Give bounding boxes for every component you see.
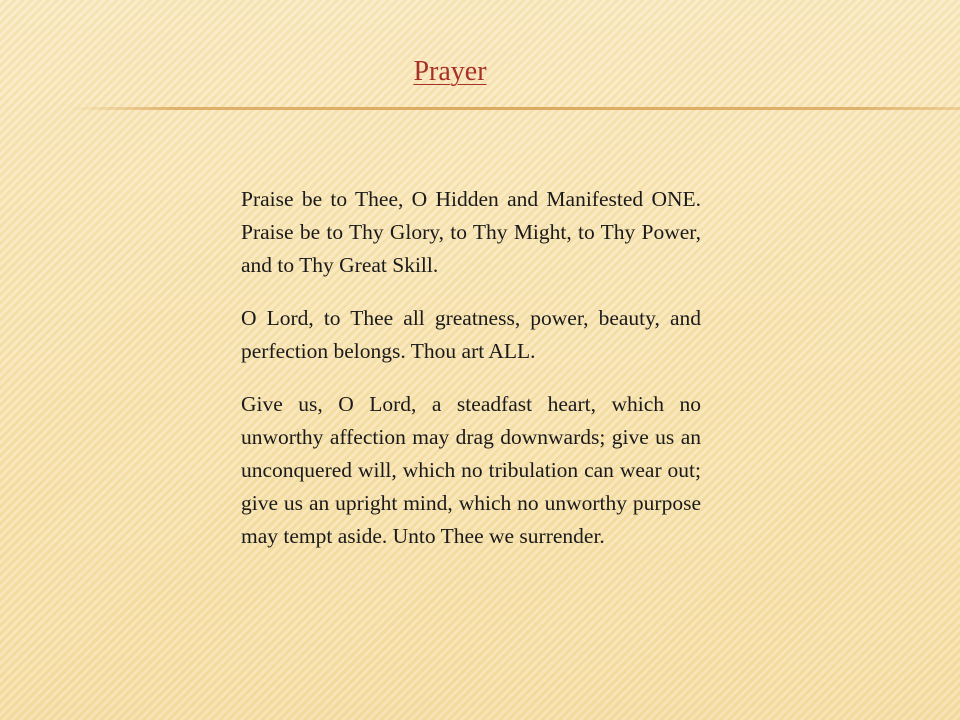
prayer-paragraph-3: Give us, O Lord, a steadfast heart, which no unworthy affection may drag downwards; give us an unconquered will, which no tribulation can wear out; give us an upright mind, which no unworthy purpose may tempt aside. Unto Thee we surrender. <box>241 392 701 548</box>
prayer-paragraph-1: Praise be to Thee, O Hidden and Manifested ONE. Praise be to Thy Glory, to Thy Might, to Thy Power, and to Thy Great Skill. <box>241 187 701 277</box>
prayer-paragraph-2: O Lord, to Thee all greatness, power, beauty, and perfection belongs. Thou art ALL. <box>241 306 701 363</box>
prayer-text <box>241 183 701 573</box>
title-divider <box>70 107 960 110</box>
slide-title: Prayer <box>413 56 487 87</box>
